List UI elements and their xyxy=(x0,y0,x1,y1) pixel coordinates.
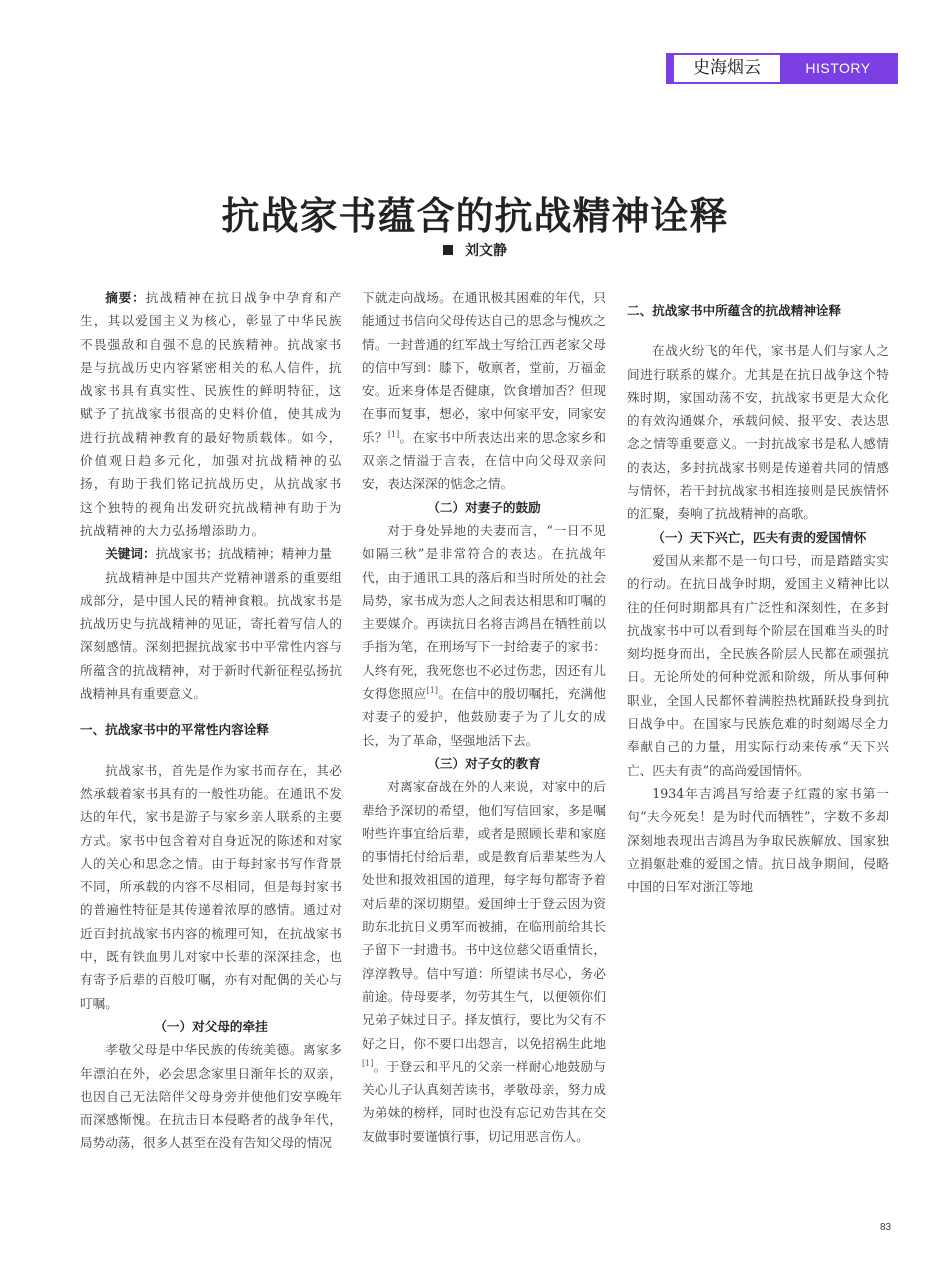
text-run: （三）对子女的教育 xyxy=(427,755,541,771)
text-run: 二、抗战家书中所蕴含的抗战精神诠释 xyxy=(627,303,842,318)
column-1 xyxy=(80,286,342,1155)
text-run: 爱国从来都不是一句口号，而是踏踏实实的行动。在抗日战争时期，爱国主义精神比以往的任何时期都具有广泛性和深刻性，在多封抗战家书中可以看到每个阶层在国难当头的时刻均挺身而出，全民族各阶层人民都在顽强抗日。无论所处的何种党派和阶级，所从事何种职业，全国人民都怀着满腔热枕踊跃投身到抗日战争中。在国家与民族危难的时刻竭尽全力奉献自己的力量，用实际行动来传承“天下兴亡、匹夫有责”的高尚爱国情怀。 xyxy=(627,552,889,778)
text-run: 。在信中的殷切嘱托，充满他对妻子的爱护，他鼓励妻子为了儿女的成长，为了革命，坚强地活下去。 xyxy=(362,686,606,748)
subsection-1-3-paragraph xyxy=(362,775,606,1148)
subsection-2-1-paragraph-2 xyxy=(627,782,889,898)
article-title: 抗战家书蕴含的抗战精神诠释 xyxy=(221,194,729,238)
text-run: 对于身处异地的夫妻而言，“一日不见如隔三秋”是非常符合的表达。在抗战年代，由于通讯工具的落后和当时所处的社会局势，家书成为恋人之间表达相思和叮嘱的主要媒介。再读抗日名将吉鸿昌在牺牲前以手指为笔，在刑场写下一封给妻子的家书：人终有死，我死您也不必过伤悲，因还有儿女得您照应 xyxy=(362,522,606,702)
subsection-1-3-heading xyxy=(362,752,606,775)
text-run: 1934年吉鸿昌写给妻子红霞的家书第一句“夫今死矣！是为时代而牺牲”，字数不多却深刻地表现出吉鸿昌为争取民族解放、国家独立捐躯赴难的爱国之情。抗日战争期间，侵略中国的日军对浙江等地 xyxy=(627,785,889,895)
author-line xyxy=(0,240,950,260)
subsection-1-1-paragraph xyxy=(80,1038,342,1154)
column-3 xyxy=(627,286,889,1166)
keywords-label: 关键词： xyxy=(105,546,156,562)
section-name-en: HISTORY xyxy=(780,55,896,82)
abstract-text: 抗战精神在抗日战争中孕育和产生，其以爱国主义为核心，彰显了中华民族不畏强敌和自强不息的民族精神。抗战家书是与抗战历史内容紧密相关的私人信件，抗战家书具有真实性、民族性的鲜明特征，这赋予了抗战家书很高的史料价值，使其成为进行抗战精神教育的最好物质载体。如今，价值观日趋多元化，加强对抗战精神的弘扬，有助于我们铭记抗战历史，从抗战家书这个独特的视角出发研究抗战精神有助于为抗战精神的大力弘扬增添助力。 xyxy=(80,290,342,538)
square-bullet-icon xyxy=(443,245,453,255)
section-1-paragraph: 抗战家书，首先是作为家书而存在，其必然承载着家书具有的一般性功能。在通讯不发达的年代，家书是游子与家乡亲人联系的主要方式。家书中包含着对自身近况的陈述和对家人的关心和思念之情。由于每封家书写作背景不同，所承载的内容不尽相同，但是每封家书的普遍性特征是其传递着浓厚的感情。通过对近百封抗战家书内容的梳理可知，在抗战家书中，既有铁血男儿对家中长辈的深深挂念，也有寄予后辈的百般叮嘱，亦有对配偶的关心与叮嘱。 xyxy=(80,762,342,1011)
abstract xyxy=(80,286,342,542)
text-run: 在战火纷飞的年代，家书是人们与家人之间进行联系的媒介。尤其是在抗日战争这个特殊时期，家国动荡不安，抗战家书更是大众化的有效沟通媒介，承载问候、报平安、表达思念之情等重要意义。一封抗战家书是私人感情的表达，多封抗战家书则是传递着共同的情感与情怀，若干封抗战家书相连接则是民族情怀的汇聚，奏响了抗战精神的高歌。 xyxy=(627,343,889,522)
subsection-1-1-paragraph-continued xyxy=(362,286,606,496)
subsection-2-1-heading xyxy=(627,526,889,549)
text-run: （二）对妻子的鼓励 xyxy=(427,499,541,515)
text-run: 孝敬父母是中华民族的传统美德。离家多年漂泊在外，必会思念家里日渐年长的双亲，也因自己无法陪伴父母身旁并使他们安享晚年而深感惭愧。在抗击日本侵略者的战争年代，局势动荡，很多人甚至在没有告知父母的情况 xyxy=(80,1042,342,1151)
author-name: 刘文静 xyxy=(465,243,507,259)
citation-mark: [1] xyxy=(362,1058,374,1068)
subsection-2-1-paragraph-1 xyxy=(627,549,889,782)
text-run: 。在家书中所表达出来的思念家乡和双亲之情溢于言表，在信中向父母双亲问安，表达深深的惦念之情。 xyxy=(362,429,606,492)
section-2-heading xyxy=(627,299,889,322)
text-run: 下就走向战场。在通讯极其困难的年代，只能通过书信向父母传达自己的思念与愧疚之情。一封普通的红军战士写给江西老家父母的信中写到：膝下，敬禀者，堂前，万福金安。近来身体是否健康，饮食增加否？但现在事而复事，想必，家中何家平安，同家安乐？ xyxy=(362,290,606,445)
keywords xyxy=(80,542,342,565)
section-name-cn: 史海烟云 xyxy=(668,55,780,82)
subsection-1-2-paragraph xyxy=(362,519,606,752)
text-run: 。于登云和平凡的父亲一样耐心地鼓励与关心儿子认真刻苦读书，孝敬母亲，努力成为弟妹的榜样，同时也没有忘记劝告其在交友做事时要谨慎行事，切记用恶言伤人。 xyxy=(362,1058,606,1144)
text-run: （一）天下兴亡，匹夫有责的爱国情怀 xyxy=(652,529,867,545)
section-2-paragraph xyxy=(627,339,889,525)
citation-mark: [1] xyxy=(387,429,400,439)
page-number: 83 xyxy=(880,1222,892,1233)
section-1-heading: 一、抗战家书中的平常性内容诠释 xyxy=(80,722,269,738)
citation-mark: [1] xyxy=(426,685,438,695)
section-header xyxy=(666,53,898,84)
column-2-flow xyxy=(362,286,606,1166)
subsection-1-2-heading xyxy=(362,496,606,519)
text-run: 对离家奋战在外的人来说，对家中的后辈给予深切的希望，他们写信回家，多是嘱咐些许事宜给后辈，或者是照顾长辈和家庭的事情托付给后辈，或是教育后辈某些为人处世和报效祖国的道理，每字每句都寄予着对后辈的深切期望。爱国绅士于登云因为资助东北抗日义勇军而被捕，在临刑前给其长子留下一封遗书。书中这位慈父语重情长，淳淳教导。信中写道：所望读书尽心，务必前途。侍母要孝，勿劳其生气，以便领你们兄弟子妹过日子。择友慎行，要比为父有不好之日，你不要口出怨言，以免招祸生此地 xyxy=(362,779,606,1051)
abstract-label: 摘要： xyxy=(105,290,146,305)
intro-paragraph: 抗战精神是中国共产党精神谱系的重要组成部分，是中国人民的精神食粮。抗战家书是抗战历史与抗战精神的见证，寄托着写信人的深刻感情。深刻把握抗战家书中平常性内容与所蕴含的抗战精神，对于新时代新征程弘扬抗战精神具有重要意义。 xyxy=(80,569,342,702)
keywords-text: 抗战家书；抗战精神；精神力量 xyxy=(155,546,332,562)
subsection-1-1-heading: （一）对父母的牵挂 xyxy=(154,1018,268,1034)
